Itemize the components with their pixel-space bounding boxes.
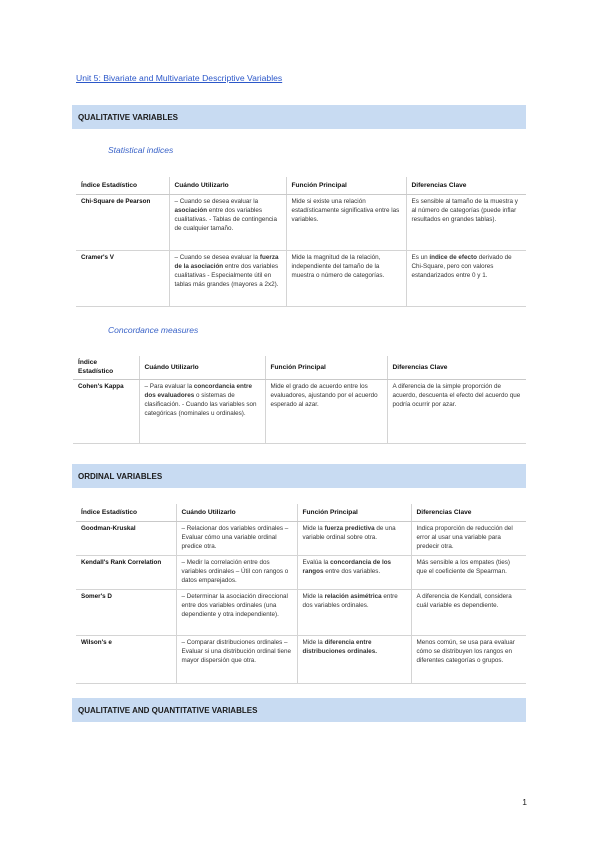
- when-to-use: – Comparar distribuciones ordinales – Evaluar si una distribución ordinal tiene mayor dispersión que otra.: [176, 636, 297, 684]
- page-number: 1: [522, 797, 527, 807]
- section-header-qual-quant: [72, 698, 526, 722]
- column-header: Función Principal: [286, 177, 406, 195]
- column-header: Cuándo Utilizarlo: [176, 504, 297, 522]
- concordance-table: [73, 356, 526, 444]
- table-row: [73, 379, 526, 443]
- subtitle-statistical-indices: Statistical indices: [108, 145, 174, 155]
- table-row: [76, 556, 526, 590]
- table-row: [76, 251, 526, 307]
- column-header: Diferencias Clave: [387, 356, 526, 379]
- table-header-row: [76, 504, 526, 522]
- unit-title[interactable]: Unit 5: Bivariate and Multivariate Descriptive Variables: [76, 73, 283, 83]
- table-row: [76, 195, 526, 251]
- main-function: Mide la fuerza predictiva de una variable ordinal sobre otra.: [297, 522, 411, 556]
- main-function: Mide la magnitud de la relación, independiente del tamaño de la muestra o número de categorías.: [286, 251, 406, 307]
- main-function: Mide la diferencia entre distribuciones ordinales.: [297, 636, 411, 684]
- column-header: Índice Estadístico: [73, 356, 139, 379]
- main-function: Evalúa la concordancia de los rangos entre dos variables.: [297, 556, 411, 590]
- key-differences: Es sensible al tamaño de la muestra y al número de categorías (puede inflar resultados en grandes tablas).: [406, 195, 526, 251]
- index-name: Cohen's Kappa: [73, 379, 139, 443]
- column-header: Índice Estadístico: [76, 504, 176, 522]
- key-differences: A diferencia de Kendall, considera cuál variable es dependiente.: [411, 590, 526, 636]
- column-header: Cuándo Utilizarlo: [139, 356, 265, 379]
- when-to-use: – Para evaluar la concordancia entre dos evaluadores o sistemas de clasificación. - Cuando las variables son categóricas (nominales u ordinales).: [139, 379, 265, 443]
- table-row: [76, 590, 526, 636]
- index-name: Chi-Square de Pearson: [76, 195, 169, 251]
- column-header: Función Principal: [297, 504, 411, 522]
- key-differences: Más sensible a los empates (ties) que el coeficiente de Spearman.: [411, 556, 526, 590]
- when-to-use: – Determinar la asociación direccional entre dos variables ordinales (una dependiente y otra independiente).: [176, 590, 297, 636]
- when-to-use: – Cuando se desea evaluar la asociación entre dos variables cualitativas. - Tablas de contingencia de cualquier tamaño.: [169, 195, 286, 251]
- when-to-use: – Relacionar dos variables ordinales – Evaluar cómo una variable ordinal predice otra.: [176, 522, 297, 556]
- table-row: [76, 636, 526, 684]
- main-function: Mide la relación asimétrica entre dos variables ordinales.: [297, 590, 411, 636]
- section-header-qualitative: [72, 105, 526, 129]
- table-header-row: [73, 356, 526, 379]
- main-function: Mide si existe una relación estadísticamente significativa entre las variables.: [286, 195, 406, 251]
- column-header: Diferencias Clave: [406, 177, 526, 195]
- column-header: Diferencias Clave: [411, 504, 526, 522]
- index-name: Cramer's V: [76, 251, 169, 307]
- when-to-use: – Medir la correlación entre dos variables ordinales – Útil con rangos o datos emparejados.: [176, 556, 297, 590]
- key-differences: Indica proporción de reducción del error al usar una variable para predecir otra.: [411, 522, 526, 556]
- ordinal-table: [76, 504, 526, 684]
- column-header: Índice Estadístico: [76, 177, 169, 195]
- table-header-row: [76, 177, 526, 195]
- section-title: QUALITATIVE VARIABLES: [78, 112, 178, 122]
- key-differences: Es un índice de efecto derivado de Chi-Square, pero con valores estandarizados entre 0 y 1.: [406, 251, 526, 307]
- index-name: Kendall's Rank Correlation: [76, 556, 176, 590]
- subtitle-concordance-measures: Concordance measures: [108, 325, 199, 335]
- section-title: ORDINAL VARIABLES: [78, 471, 163, 481]
- key-differences: Menos común, se usa para evaluar cómo se distribuyen los rangos en diferentes categorías o grupos.: [411, 636, 526, 684]
- main-function: Mide el grado de acuerdo entre los evaluadores, ajustando por el acuerdo esperado al azar.: [265, 379, 387, 443]
- column-header: Cuándo Utilizarlo: [169, 177, 286, 195]
- key-differences: A diferencia de la simple proporción de acuerdo, descuenta el efecto del acuerdo que podría ocurrir por azar.: [387, 379, 526, 443]
- column-header: Función Principal: [265, 356, 387, 379]
- index-name: Wilson's e: [76, 636, 176, 684]
- index-name: Goodman-Kruskal: [76, 522, 176, 556]
- index-name: Somer's D: [76, 590, 176, 636]
- table-row: [76, 522, 526, 556]
- statistical-indices-table: [76, 177, 526, 307]
- section-header-ordinal: [72, 464, 526, 488]
- section-title: QUALITATIVE AND QUANTITATIVE VARIABLES: [78, 705, 258, 715]
- when-to-use: – Cuando se desea evaluar la fuerza de la asociación entre dos variables cualitativas - Especialmente útil en tablas más grandes (mayores a 2x2).: [169, 251, 286, 307]
